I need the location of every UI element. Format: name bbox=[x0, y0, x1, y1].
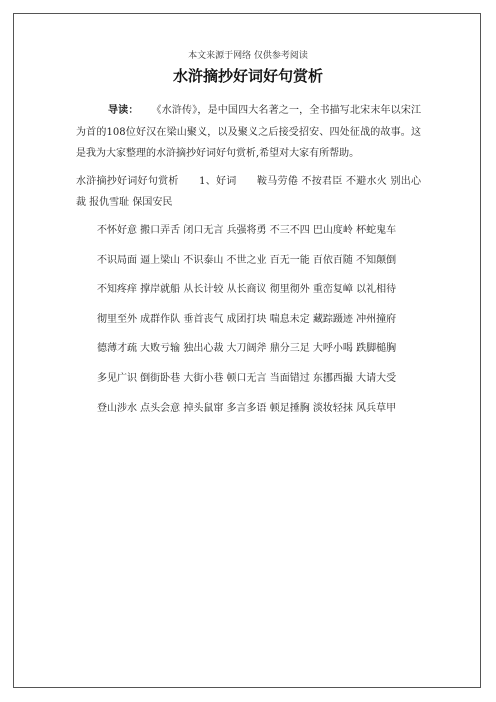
word-line-5: 德薄才疏 大败亏输 独出心裁 大刀阔斧 鼎分三足 大呼小喝 跌脚槌胸 bbox=[97, 343, 397, 355]
word-line-1: 不怀好意 搬口弄舌 闭口无言 兵强将勇 不三不四 巴山度岭 杯蛇鬼车 bbox=[97, 224, 397, 236]
word-line-2: 不识局面 逼上梁山 不识泰山 不世之业 百无一能 百依百随 不知颠倒 bbox=[97, 254, 397, 266]
spacer bbox=[76, 390, 421, 398]
word-line-4: 彻里至外 成群作队 垂首丧气 成团打块 喘息未定 藏踪蹑迹 冲州撞府 bbox=[97, 313, 397, 325]
intro-label: 导读： bbox=[108, 105, 139, 116]
word-line-6: 多见广识 倒街卧巷 大街小巷 顿口无言 当面错过 东挪西撮 大请大受 bbox=[97, 372, 397, 384]
word-line-3: 不知疼痒 撑岸就船 从长计较 从长商议 彻里彻外 重峦复嶂 以礼相待 bbox=[97, 284, 397, 296]
spacer bbox=[76, 360, 421, 368]
source-notice: 本文来源于网络 仅供参考阅读 bbox=[188, 51, 308, 61]
spacer bbox=[76, 242, 421, 250]
intro-paragraph bbox=[76, 100, 421, 165]
intro-text: 《水浒传》，是中国四大名著之一，全书描写北宋末年以宋江为首的108位好汉在梁山聚义，以及聚义之后接受招安、四处征战的故事。这是我为大家整理的水浒摘抄好词好句赏析,希望对大家有所帮助。 bbox=[76, 105, 422, 160]
section-paragraph: 水浒摘抄好词好句赏析 1、好词 鞍马劳倦 不按君臣 不避水火 别出心裁 报仇雪耻 保国安民 bbox=[76, 175, 421, 209]
spacer bbox=[76, 330, 421, 338]
article-body bbox=[76, 100, 421, 419]
page-title: 水浒摘抄好词好句赏析 bbox=[172, 67, 323, 85]
word-line-7: 登山涉水 点头会意 掉头鼠窜 多言多语 顿足捶胸 淡妆轻抹 风兵草甲 bbox=[97, 402, 397, 414]
spacer bbox=[76, 301, 421, 309]
spacer bbox=[76, 271, 421, 279]
